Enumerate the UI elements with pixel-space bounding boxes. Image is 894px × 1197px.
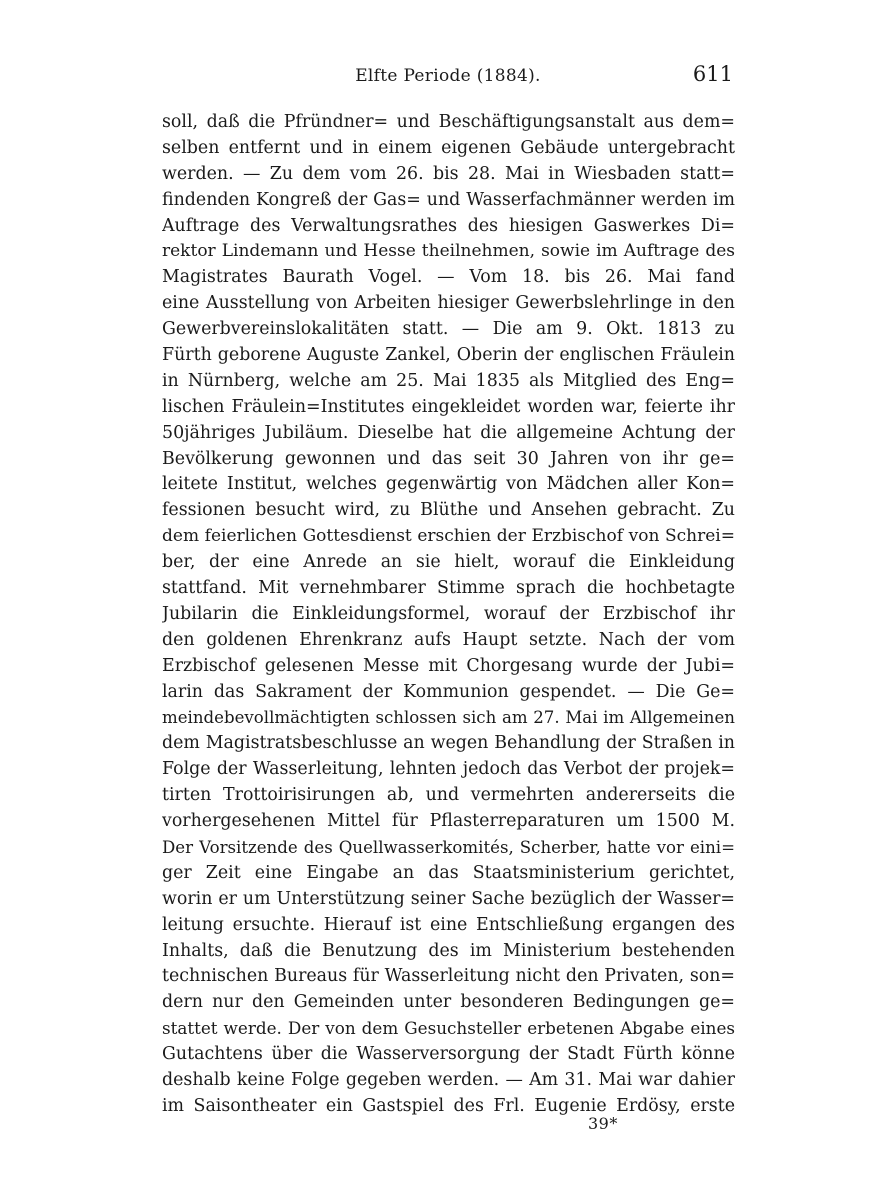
text-line: vorhergesehenen Mittel für Pflasterreparaturen um 1500 M. <box>162 811 735 832</box>
text-line: dern nur den Gemeinden unter besonderen Bedingungen ge= <box>162 992 735 1013</box>
text-line: stattfand. Mit vernehmbarer Stimme sprach die hochbetagte <box>162 578 735 599</box>
page-number: 611 <box>692 62 733 86</box>
text-line: ber, der eine Anrede an sie hielt, worauf die Einkleidung <box>162 552 735 573</box>
text-line: eine Ausstellung von Arbeiten hiesiger Gewerbslehrlinge in den <box>162 293 735 314</box>
text-line: ger Zeit eine Eingabe an das Staatsministerium gerichtet, <box>162 862 735 883</box>
text-line: Jubilarin die Einkleidungsformel, worauf der Erzbischof ihr <box>162 603 735 624</box>
body-text <box>162 110 735 1120</box>
text-line: Auftrage des Verwaltungsrathes des hiesigen Gaswerkes Di= <box>162 215 735 236</box>
page-header <box>163 62 733 96</box>
text-line: dem Magistratsbeschlusse an wegen Behandlung der Straßen in <box>162 733 735 754</box>
text-line: Gewerbvereinslokalitäten statt. — Die am 9. Okt. 1813 zu <box>162 319 735 340</box>
text-line: Magistrates Baurath Vogel. — Vom 18. bis 26. Mai fand <box>162 267 735 288</box>
text-line: leitung ersuchte. Hierauf ist eine Entschließung ergangen des <box>162 914 735 935</box>
text-line: in Nürnberg, welche am 25. Mai 1835 als Mitglied des Eng= <box>162 370 735 391</box>
text-line: Bevölkerung gewonnen und das seit 30 Jahren von ihr ge= <box>162 448 735 469</box>
text-line: Der Vorsitzende des Quellwasserkomités, Scherber, hatte vor eini= <box>162 837 735 857</box>
text-line: soll, daß die Pfründner= und Beschäftigungsanstalt aus dem= <box>162 112 735 132</box>
text-line: den goldenen Ehrenkranz aufs Haupt setzte. Nach der vom <box>162 629 735 650</box>
text-line: worin er um Unterstützung seiner Sache bezüglich der Wasser= <box>162 888 735 909</box>
text-line: stattet werde. Der von dem Gesuchsteller erbetenen Abgabe eines <box>162 1018 735 1039</box>
text-line: tirten Trottoirisirungen ab, und vermehrten andererseits die <box>162 785 735 806</box>
text-line: selben entfernt und in einem eigenen Gebäude untergebracht <box>162 137 735 158</box>
text-line: Erzbischof gelesenen Messe mit Chorgesang wurde der Jubi= <box>162 655 735 676</box>
running-title: Elfte Periode (1884). <box>355 66 541 86</box>
text-line: meindebevollmächtigten schlossen sich am 27. Mai im Allgemeinen <box>162 708 735 728</box>
text-line: werden. — Zu dem vom 26. bis 28. Mai in Wiesbaden statt= <box>162 163 735 184</box>
text-line: 50jähriges Jubiläum. Dieselbe hat die allgemeine Achtung der <box>162 422 735 443</box>
text-line: deshalb keine Folge gegeben werden. — Am 31. Mai war dahier <box>162 1069 735 1090</box>
text-line: findenden Kongreß der Gas= und Wasserfachmänner werden im <box>162 189 735 210</box>
text-line: lischen Fräulein=Institutes eingekleidet worden war, feierte ihr <box>162 396 735 417</box>
text-line: im Saisontheater ein Gastspiel des Frl. Eugenie Erdösy, erste <box>162 1095 735 1116</box>
text-line: leitete Institut, welches gegenwärtig von Mädchen aller Kon= <box>162 474 735 495</box>
text-line: Fürth geborene Auguste Zankel, Oberin der englischen Fräulein <box>162 345 735 366</box>
text-line: dem feierlichen Gottesdienst erschien der Erzbischof von Schrei= <box>162 526 735 547</box>
text-line: larin das Sakrament der Kommunion gespendet. — Die Ge= <box>162 681 735 702</box>
text-line: Gutachtens über die Wasserversorgung der Stadt Fürth könne <box>162 1044 735 1065</box>
text-line: fessionen besucht wird, zu Blüthe und Ansehen gebracht. Zu <box>162 500 735 521</box>
text-line: Folge der Wasserleitung, lehnten jedoch das Verbot der projek= <box>162 759 735 780</box>
text-line: rektor Lindemann und Hesse theilnehmen, sowie im Auftrage des <box>162 241 735 262</box>
text-line: technischen Bureaus für Wasserleitung nicht den Privaten, son= <box>162 966 735 987</box>
text-line: Inhalts, daß die Benutzung des im Ministerium bestehenden <box>162 940 735 961</box>
signature-mark: 39* <box>588 1114 618 1133</box>
